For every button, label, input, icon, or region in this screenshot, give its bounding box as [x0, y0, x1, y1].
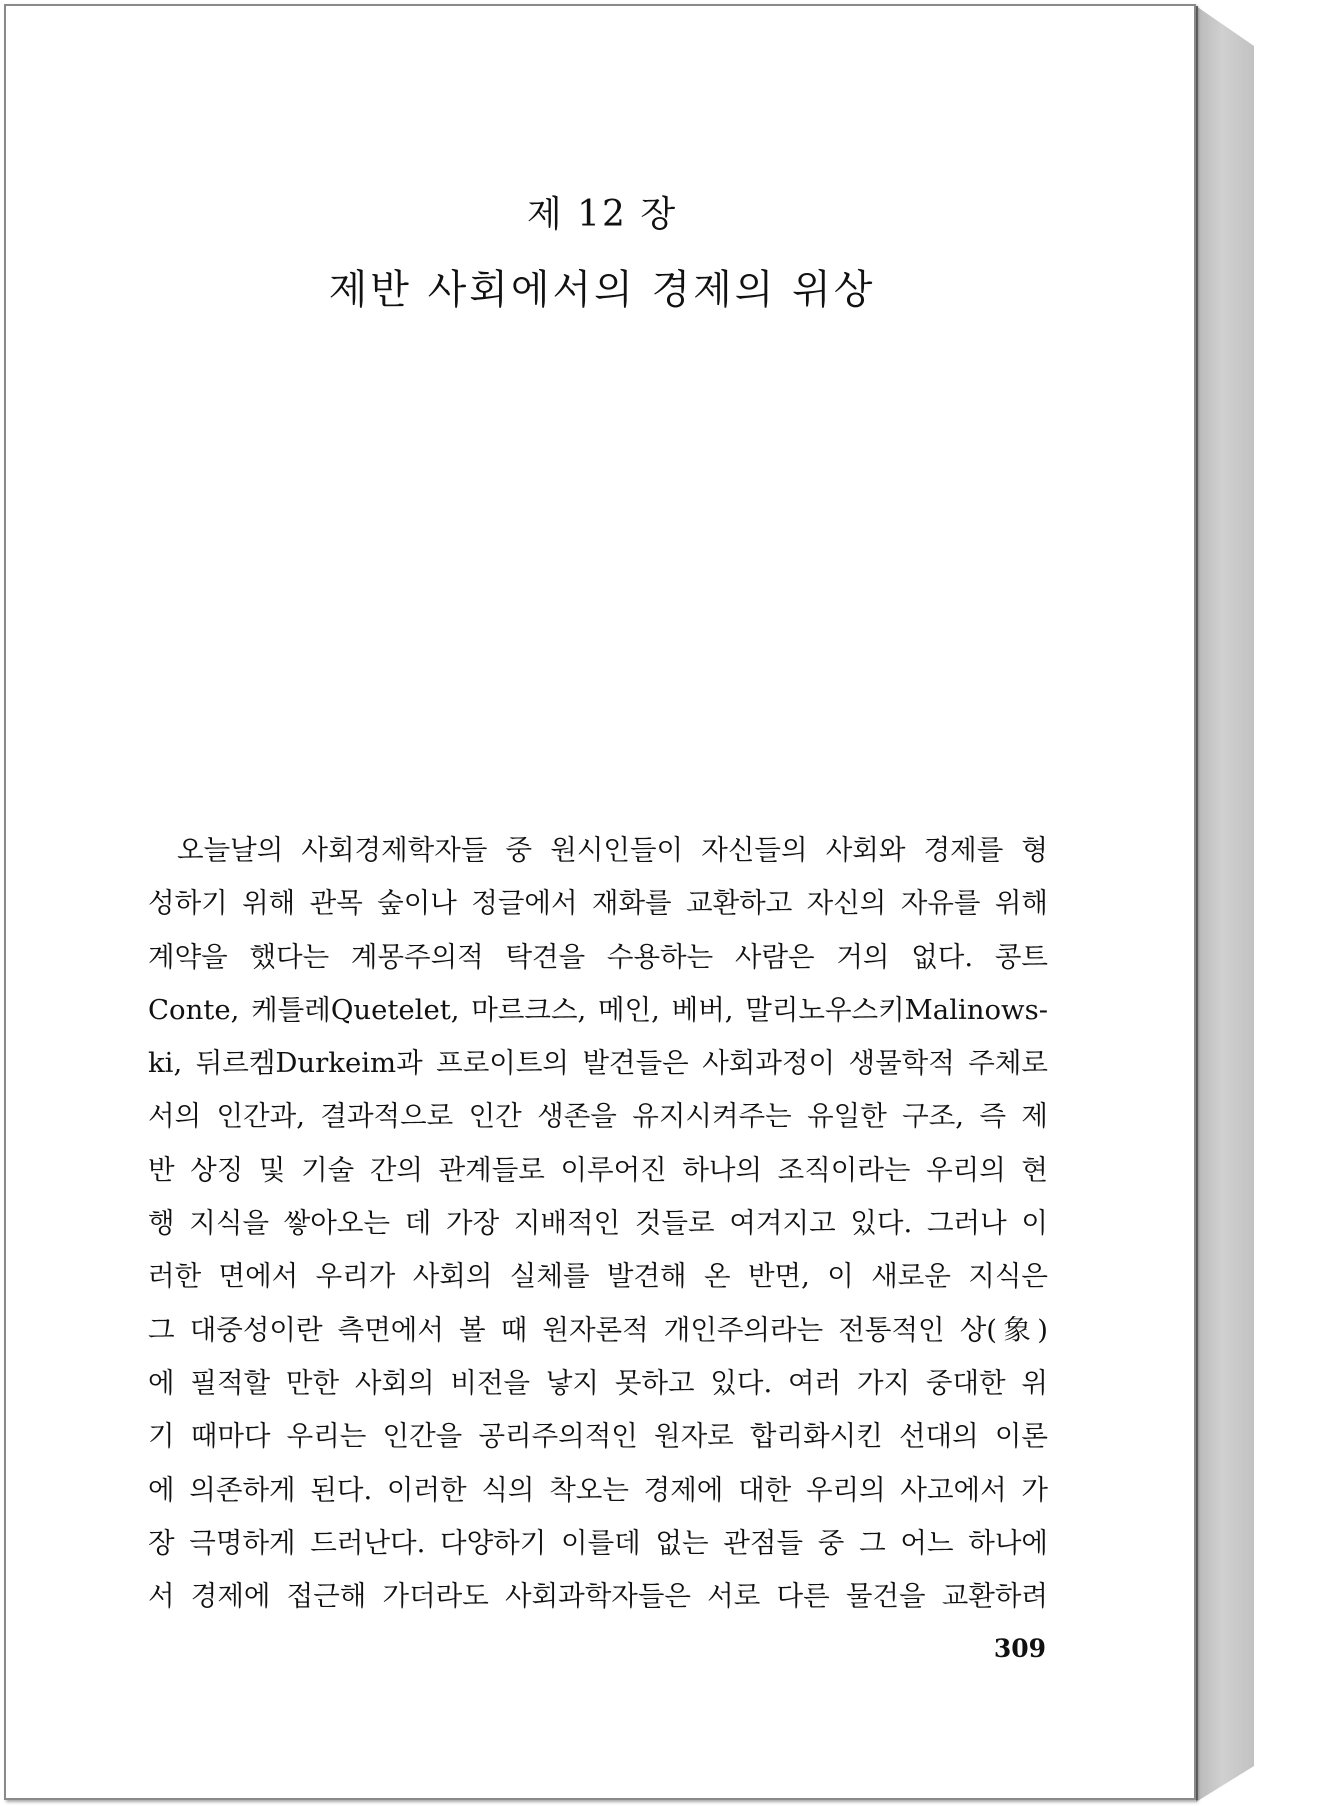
text-line: 에 의존하게 된다. 이러한 식의 착오는 경제에 대한 우리의 사고에서 가: [148, 1473, 1048, 1506]
text-line: 러한 면에서 우리가 사회의 실체를 발견해 온 반면, 이 새로운 지식은: [148, 1260, 1048, 1293]
text-line: Conte, 케틀레Quetelet, 마르크스, 메인, 베버, 말리노우스키Malinows-: [148, 993, 1048, 1026]
body-paragraph: [148, 824, 1048, 1623]
page-number: 309: [993, 1634, 1046, 1663]
text-line: 계약을 했다는 계몽주의적 탁견을 수용하는 사람은 거의 없다. 콩트: [148, 940, 1048, 973]
text-line: 행 지식을 쌓아오는 데 가장 지배적인 것들로 여겨지고 있다. 그러나 이: [148, 1207, 1048, 1240]
text-line: 에 필적할 만한 사회의 비전을 낳지 못하고 있다. 여러 가지 중대한 위: [148, 1366, 1048, 1399]
text-line: ki, 뒤르켐Durkeim과 프로이트의 발견들은 사회과정이 생물학적 주체로: [148, 1047, 1048, 1080]
text-line: 그 대중성이란 측면에서 볼 때 원자론적 개인주의라는 전통적인 상(象): [148, 1313, 1048, 1346]
text-line: 오늘날의 사회경제학자들 중 원시인들이 자신들의 사회와 경제를 형: [177, 834, 1048, 866]
text-line: 기 때마다 우리는 인간을 공리주의적인 원자로 합리화시킨 선대의 이론: [148, 1420, 1048, 1453]
text-line: 성하기 위해 관목 숲이나 정글에서 재화를 교환하고 자신의 자유를 위해: [148, 887, 1048, 920]
text-line: 반 상징 및 기술 간의 관계들로 이루어진 하나의 조직이라는 우리의 현: [148, 1153, 1048, 1186]
text-line: 장 극명하게 드러난다. 다양하기 이를데 없는 관점들 중 그 어느 하나에: [148, 1526, 1048, 1559]
text-line: 서의 인간과, 결과적으로 인간 생존을 유지시켜주는 유일한 구조, 즉 제: [148, 1100, 1048, 1133]
chapter-title: 제반 사회에서의 경제의 위상: [328, 267, 876, 313]
book-page: [4, 4, 1196, 1800]
chapter-number: 제 12 장: [526, 194, 678, 235]
text-line: 서 경제에 접근해 가더라도 사회과학자들은 서로 다른 물건을 교환하려: [148, 1580, 1048, 1613]
page-stack-edge: [1196, 6, 1254, 1802]
